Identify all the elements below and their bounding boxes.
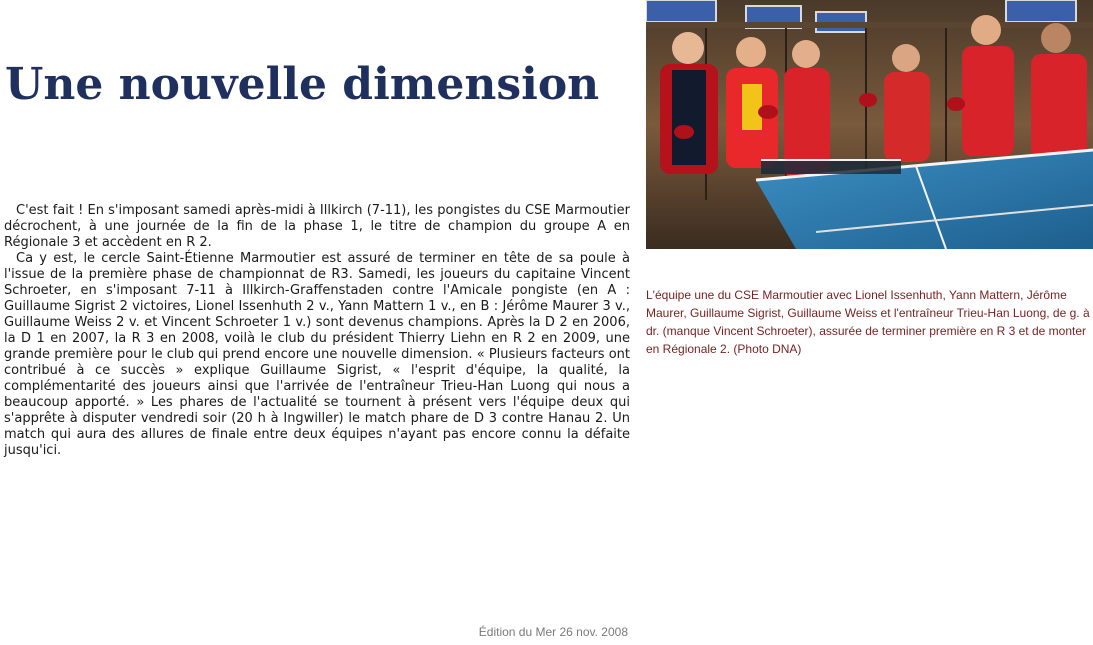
article-body <box>4 203 630 459</box>
paragraph-main: Ca y est, le cercle Saint-Étienne Marmoutier est assuré de terminer en tête de sa poule à l'issue de la première phase de championnat de R3. Samedi, les joueurs du capitaine Vincent Schroeter, en s'imposant 7-11 à Illkirch-Graffenstaden contre l'Amicale pongiste (en A : Guillaume Sigrist 2 victoires, Lionel Issenhuth 2 v., Yann Mattern 1 v., en B : Jérôme Maurer 3 v., Guillaume Weiss 2 v. et Vincent Schroeter 1 v.) sont devenus champions. Après la D 2 en 2006, la D 1 en 2007, la R 3 en 2008, voilà le club du président Thierry Liehn en R 2 en 2009, une grande première pour le club qui prend encore une nouvelle dimension. « Plusieurs facteurs ont contribué à ce succès » explique Guillaume Sigrist, « l'esprit d'équipe, la qualité, la complémentarité des joueurs ainsi que l'arrivée de l'entraîneur Trieu-Han Luong qui nous a beaucoup apporté. » Les phares de l'actualité se tournent à présent vers l'équipe deux qui s'apprête à disputer vendredi soir (20 h à Ingwiller) le match phare de D 3 contre Hanau 2. Un match qui aura des allures de finale entre deux équipes n'ayant pas encore connu la défaite jusqu'ici. <box>4 251 630 458</box>
edition-date: Édition du Mer 26 nov. 2008 <box>478 625 628 639</box>
team-photo-image <box>646 0 1093 249</box>
team-photo <box>646 0 1093 249</box>
headline: Une nouvelle dimension <box>5 59 600 110</box>
paragraph-intro: C'est fait ! En s'imposant samedi après-midi à Illkirch (7-11), les pongistes du CSE Marmoutier décrochent, à une journée de la fin de la phase 1, le titre de champion du groupe A en Régionale 3 et accèdent en R 2. <box>4 203 630 250</box>
photo-caption: L'équipe une du CSE Marmoutier avec Lionel Issenhuth, Yann Mattern, Jérôme Maurer, Guillaume Sigrist, Guillaume Weiss et l'entraîneur Trieu-Han Luong, de g. à dr. (manque Vincent Schroeter), assurée de terminer première en R 3 et de monter en Régionale 2. (Photo DNA) <box>646 288 1090 356</box>
